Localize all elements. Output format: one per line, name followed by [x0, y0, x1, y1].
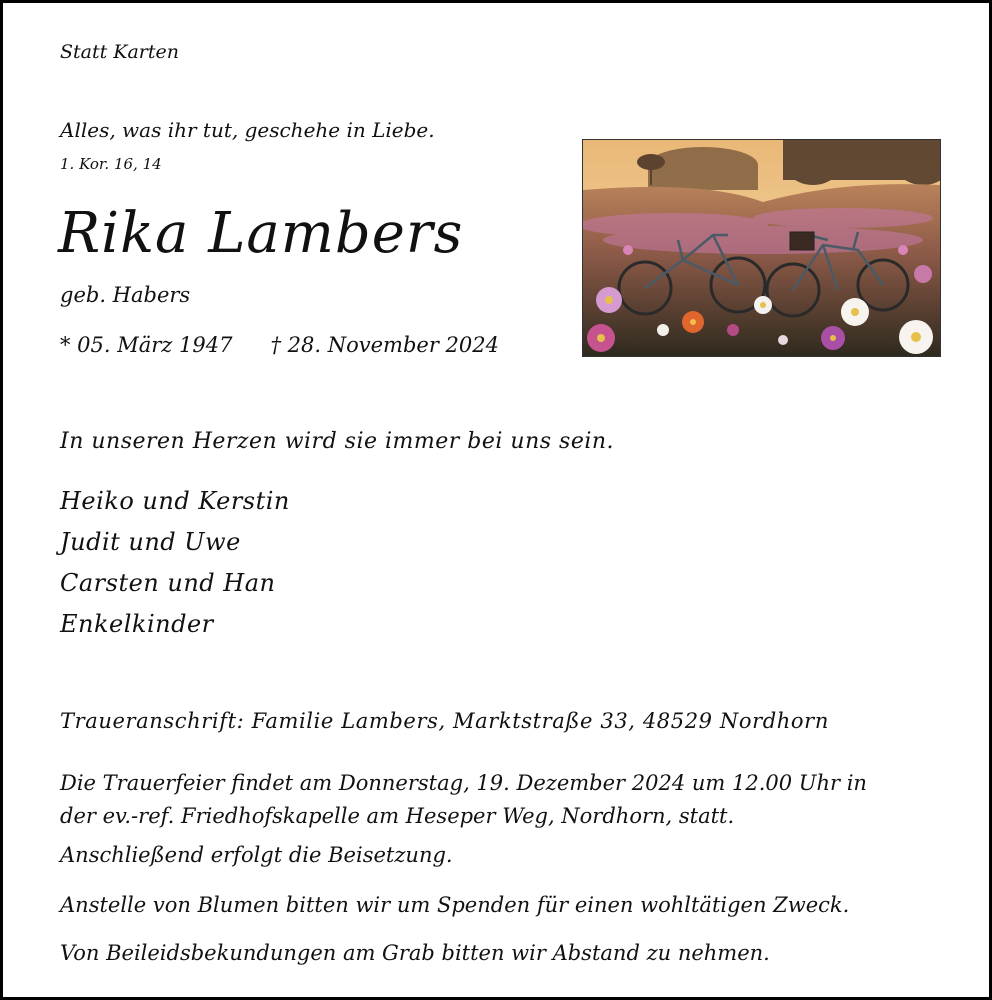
mourners-list: [60, 481, 290, 645]
motto-text: In unseren Herzen wird sie immer bei uns sein.: [60, 429, 615, 454]
mourner-item: Enkelkinder: [60, 610, 214, 638]
mourning-address: Traueranschrift: Familie Lambers, Marktstraße 33, 48529 Nordhorn: [60, 709, 829, 733]
birth-name: geb. Habers: [60, 283, 191, 307]
statt-karten-label: Statt Karten: [60, 41, 180, 63]
burial-note: Anschließend erfolgt die Beisetzung.: [60, 843, 453, 867]
ceremony-line-2: der ev.-ref. Friedhofskapelle am Heseper Weg, Nordhorn, statt.: [60, 804, 735, 828]
birth-date: * 05. März 1947: [60, 333, 233, 357]
ceremony-line-1: Die Trauerfeier findet am Donnerstag, 19. Dezember 2024 um 12.00 Uhr in: [60, 771, 867, 795]
mourner-item: Heiko und Kerstin: [60, 487, 290, 515]
mourner-item: Carsten und Han: [60, 569, 276, 597]
ceremony-paragraph: [60, 767, 960, 833]
death-date: † 28. November 2024: [270, 333, 499, 357]
bible-verse: Alles, was ihr tut, geschehe in Liebe.: [60, 118, 435, 142]
mourner-item: Judit und Uwe: [60, 528, 241, 556]
condolence-note: Von Beileidsbekundungen am Grab bitten wir Abstand zu nehmen.: [60, 941, 770, 965]
bible-verse-reference: 1. Kor. 16, 14: [60, 155, 162, 173]
deceased-name: Rika Lambers: [58, 201, 464, 266]
life-dates: [60, 333, 499, 357]
donation-note: Anstelle von Blumen bitten wir um Spenden für einen wohltätigen Zweck.: [60, 893, 850, 917]
bicycles-in-flower-meadow-photo: [582, 139, 941, 357]
